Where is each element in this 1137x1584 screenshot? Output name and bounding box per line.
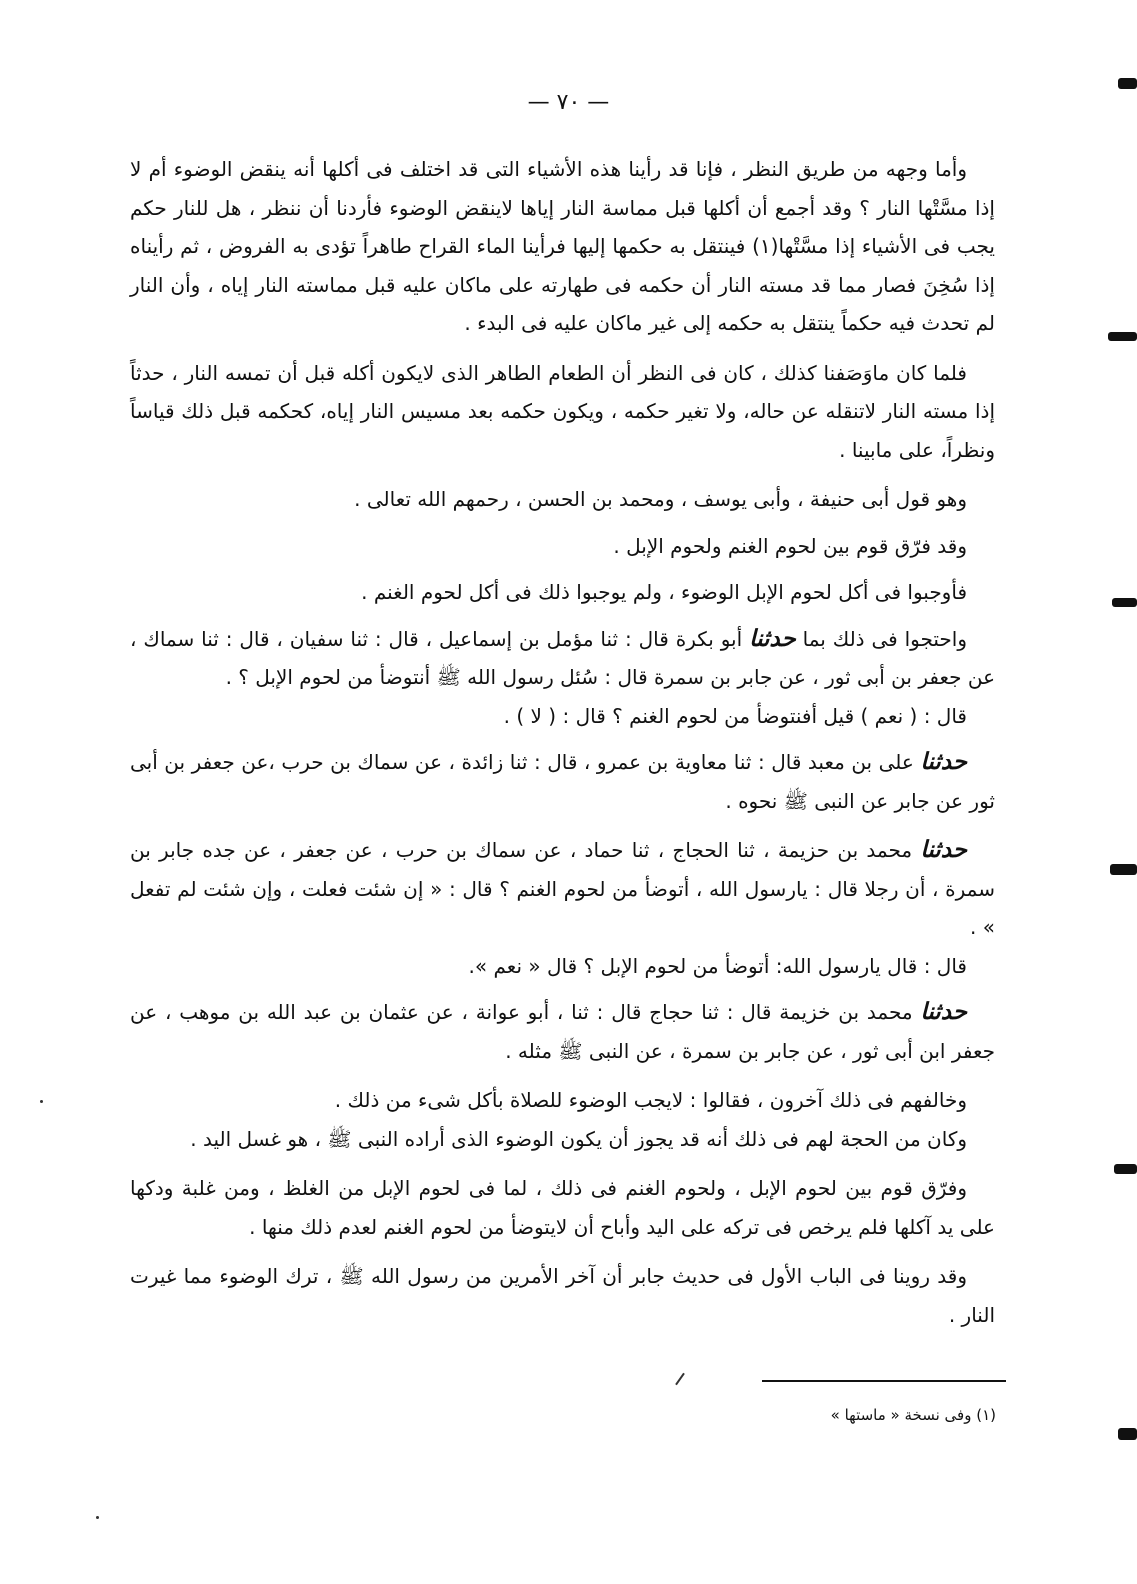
footnote: (١) وفى نسخة « ماستها » — [830, 1406, 996, 1424]
scan-speck — [96, 1516, 99, 1519]
paragraph-nazar — [130, 150, 995, 343]
paragraph-answer — [130, 697, 995, 736]
paragraph-text: وأما وجهه من طريق النظر ، فإنا قد رأينا هذه الأشياء التى قد اختلف فى أكلها أنه ينقض الوضوء أم لا إذا مسَّتْها النار ؟ وقد أجمع أن أكلها قبل مماسة النار إياها لاينقض الوضوء فأردنا أن ننظر ، هل للنار حكم يجب فى الأشياء إذا مسَّتْها(١) فينتقل به حكمها إليها فرأينا الماء القراح طاهراً تؤدى به الفروض ، ثم رأيناه إذا سُخِنَ فصار مما قد مسته النار أن حكمه فى طهارته على ماكان عليه قبل مماسته النار إياه ، وأن النار لم تحدث فيه حكماً ينتقل به حكمه إلى غير ماكان عليه فى البدء . — [130, 157, 995, 335]
scan-speck — [40, 1100, 43, 1103]
hadith-marker: حدثنا — [920, 999, 967, 1025]
margin-binding-mark — [1114, 1164, 1137, 1174]
paragraph-hadith-3 — [130, 831, 995, 947]
paragraph-obligation — [130, 573, 995, 612]
paragraph-text: وخالفهم فى ذلك آخرون ، فقالوا : لايجب الوضوء للصلاة بأكل شىء من ذلك . — [334, 1088, 967, 1112]
margin-binding-mark — [1110, 864, 1137, 875]
hadith-marker: حدثنا — [920, 749, 968, 775]
page-number: — ٧٠ — — [527, 90, 610, 115]
margin-binding-mark — [1118, 78, 1137, 89]
paragraph-text: أبو بكرة قال : ثنا مؤمل بن إسماعيل ، قال : ثنا سفيان ، قال : ثنا سماك ، عن جعفر بن أبى ثور ، عن جابر بن سمرة قال : سُئل رسول الله ﷺ أنتوضأ من لحوم الإبل ؟ . — [130, 626, 995, 689]
paragraph-text: محمد بن خزيمة قال : ثنا حجاج قال : ثنا ، أبو عوانة ، عن عثمان بن عبد الله بن موهب ، عن جعفر ابن أبى ثور ، عن جابر بن سمرة ، عن النبى ﷺ مثله . — [130, 1000, 995, 1063]
paragraph-lead-in: واحتجوا فى ذلك بما — [802, 626, 967, 651]
paragraph-hadith-4 — [130, 993, 995, 1070]
paragraph-text: محمد بن حزيمة ، ثنا الحجاج ، ثنا حماد ، عن سماك بن حرب ، عن جعفر ، عن جده جابر بن سمرة ، أن رجلا قال : يارسول الله ، أتوضأ من لحوم الغنم ؟ قال : « إن شئت فعلت ، وإن شئت لم تفعل » . — [130, 838, 995, 939]
paragraph-dissent — [130, 1081, 995, 1120]
paragraph-text: وفرّق قوم بين لحوم الإبل ، ولحوم الغنم فى ذلك ، لما فى لحوم الإبل من الغلظ ، ومن غلبة ودكها على يد آكلها فلم يرخص فى تركه على اليد وأباح أن لايتوضأ من لحوم الغنم لعدم ذلك منها . — [130, 1176, 995, 1239]
paragraph-hadith-1 — [130, 620, 995, 697]
hadith-marker: حدثنا — [920, 837, 967, 863]
paragraph-reasoning — [130, 1169, 995, 1246]
paragraph-distinction — [130, 527, 995, 566]
paragraph-text: فأوجبوا فى أكل لحوم الإبل الوضوء ، ولم يوجبوا ذلك فى أكل لحوم الغنم . — [361, 580, 967, 604]
paragraph-text: فلما كان ماوَصَفنا كذلك ، كان فى النظر أن الطعام الطاهر الذى لايكون أكله قبل أن تمسه النار ، حدثاً إذا مسته النار لاتنقله عن حاله، ولا تغير حكمه ، ويكون حكمه بعد مسيس النار إياه، كحكمه قبل ذلك قياساً ونظراً، على مابينا . — [130, 360, 995, 462]
hadith-marker: حدثنا — [749, 625, 796, 652]
paragraph-camel-answer — [130, 947, 995, 986]
paragraph-conclusion — [130, 354, 995, 470]
margin-binding-mark — [1108, 332, 1137, 341]
paragraph-text: وكان من الحجة لهم فى ذلك أنه قد يجوز أن يكون الوضوء الذى أراده النبى ﷺ ، هو غسل اليد . — [190, 1126, 967, 1151]
paragraph-text: وقد روينا فى الباب الأول فى حديث جابر أن آخر الأمرين من رسول الله ﷺ ، ترك الوضوء مما غيرت النار . — [130, 1264, 995, 1327]
paragraph-text: وهو قول أبى حنيفة ، وأبى يوسف ، ومحمد بن الحسن ، رحمهم الله تعالى . — [354, 487, 967, 511]
paragraph-text: على بن معبد قال : ثنا معاوية بن عمرو ، قال : ثنا زائدة ، عن سماك بن حرب ،عن جعفر بن أبى ثور عن جابر عن النبى ﷺ نحوه . — [130, 750, 995, 813]
paragraph-text: قال : قال يارسول الله: أتوضأ من لحوم الإبل ؟ قال « نعم ». — [468, 953, 967, 978]
paragraph-final-narration — [130, 1257, 995, 1334]
paragraph-opinion — [130, 480, 995, 519]
footnote-divider — [762, 1380, 1006, 1382]
paragraph-text: قال : ( نعم ) قيل أفنتوضأ من لحوم الغنم ؟ قال : ( لا ) . — [503, 703, 967, 728]
margin-binding-mark — [1112, 598, 1137, 607]
main-text-body — [130, 150, 995, 1345]
scan-speck — [675, 1373, 685, 1386]
paragraph-hadith-2 — [130, 743, 995, 820]
paragraph-argument — [130, 1120, 995, 1159]
paragraph-text: وقد فرّق قوم بين لحوم الغنم ولحوم الإبل . — [613, 533, 967, 558]
margin-binding-mark — [1118, 1428, 1137, 1440]
